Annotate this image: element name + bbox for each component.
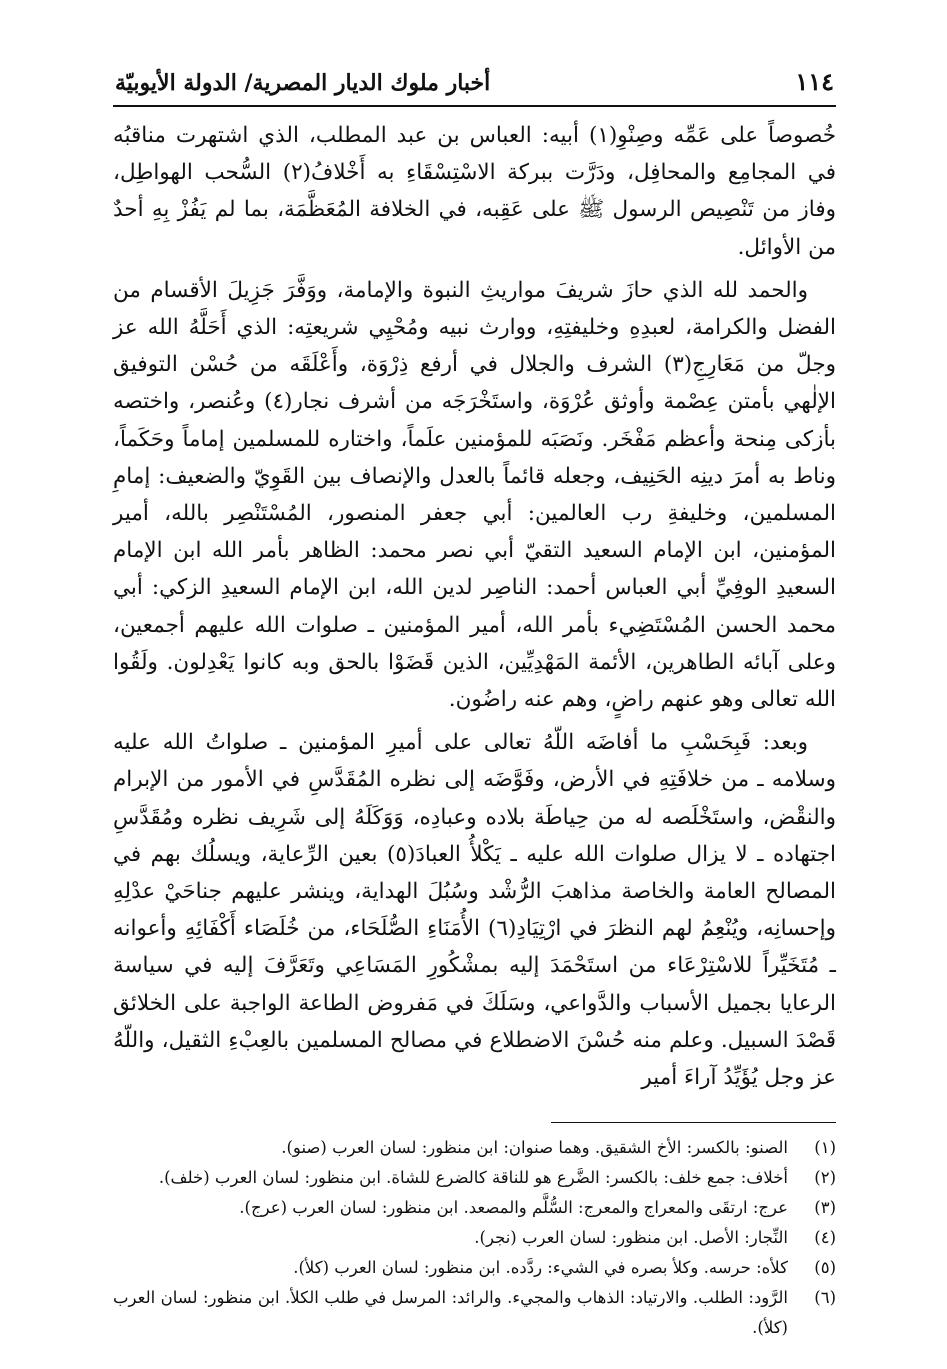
main-text — [113, 117, 836, 1096]
footnote-mark: (٢) — [814, 1168, 836, 1188]
footnote-text: الصنو: بالكسر: الأخ الشقيق. وهما صنوان: ابن منظور: لسان العرب (صنو). — [281, 1138, 788, 1158]
book-page — [113, 62, 836, 1343]
running-header — [113, 62, 836, 103]
paragraph-hamd: والحمد لله الذي حازَ شريفَ مواريثِ النبوة والإمامة، ووَفَّرَ جَزِيلَ الأقسام من الفضل والكرامة، لعبدِهِ وخليفتِهِ، ووارث نبيه ومُحْيِي شريعتِه: الذي أَحَلَّهُ الله عز وجلّ من مَعَارِجِ(٣) الشرف والجلال في أرفع ذِرْوَة، وأَعْلَقَه من حُسْن التوفيق الإلٰهي بأمتن عِصْمة وأوثق عُرْوَة، واستَخْرَجَه من أشرف نجار(٤) وعُنصر، واختصه بأزكى مِنحة وأعظم مَفْخَر. ونَصَبَه للمؤمنين علَماً، واختاره للمسلمين إماماً وحَكَماً، وناط به أمرَ دينِه الحَنِيف، وجعله قائماً بالعدل والإنصاف بين القَوِيّ والضعيف: إمامِ المسلمين، وخليفةِ رب العالمين: أبي جعفر المنصور، المُسْتَنْصِر بالله، أمير المؤمنين، ابن الإمام السعيد التقيّ أبي نصر محمد: الظاهر بأمر الله ابن الإمام السعيدِ الوفِيِّ أبي العباس أحمد: الناصِر لدين الله، ابن الإمام السعيدِ الزكي: أبي محمد الحسن المُسْتَضِيء بأمر الله، أمير المؤمنين ـ صلوات الله عليهم أجمعين، وعلى آبائه الطاهرين، الأئمة المَهْدِيِّين، الذين قَضَوْا بالحق وبه كانوا يَعْدِلون. ولَقُوا الله تعالى وهو عنهم راضٍ، وهم عنه راضُون. — [113, 277, 836, 713]
footnote-item — [113, 1163, 836, 1193]
footnote-item — [113, 1193, 836, 1223]
footnote-item — [113, 1133, 836, 1163]
running-title: أخبار ملوك الديار المصرية/ الدولة الأيوبيّة — [115, 70, 491, 96]
footnotes — [113, 1133, 836, 1343]
footnote-text: أخلاف: جمع خلف: بالكسر: الضَّرع هو للناقة كالضرع للشاة. ابن منظور: لسان العرب (خلف). — [158, 1168, 788, 1188]
paragraph-continuation: خُصوصاً على عَمِّه وصِنْوِ(١) أبيه: العباس بن عبد المطلب، الذي اشتهرت مناقبُه في المجامِع والمحافِل، ودَرَّت ببركة الاسْتِسْقَاءِ به أَخْلافُ(٢) السُّحب الهواطِل، وفاز من تَنْصِيص الرسول ﷺ على عَقِبه، في الخلافة المُعَظَّمَة، بما لم يَفُزْ بِهِ أحدٌ من الأوائل. — [113, 123, 836, 260]
footnote-text: عرج: ارتقَى والمعراج والمعرج: السُّلَّم والمصعد. ابن منظور: لسان العرب (عرج). — [239, 1198, 788, 1218]
footnote-text: الرَّود: الطلب. والارتياد: الذهاب والمجيء. والرائد: المرسل في طلب الكلأ. ابن منظور: لسان العرب (كلأ). — [113, 1288, 788, 1338]
footnote-item — [113, 1223, 836, 1253]
footnote-mark: (٦) — [814, 1288, 836, 1308]
footnote-item — [113, 1253, 836, 1283]
header-rule — [113, 105, 836, 107]
footnote-separator — [551, 1122, 836, 1123]
footnote-mark: (٥) — [814, 1258, 836, 1278]
page-number: ١١٤ — [795, 67, 834, 96]
footnote-text: النِّجار: الأصل. ابن منظور: لسان العرب (نجر). — [474, 1228, 788, 1248]
footnote-mark: (٤) — [814, 1228, 836, 1248]
footnote-mark: (٣) — [814, 1198, 836, 1218]
footnote-item — [113, 1283, 836, 1343]
footnote-mark: (١) — [814, 1138, 836, 1158]
footnote-text: كلأه: حرسه. وكلأ بصره في الشيء: ردَّده. ابن منظور: لسان العرب (كلأ). — [293, 1258, 788, 1278]
paragraph-wabaad: وبعد: فَبِحَسْبِ ما أفاضَه اللّهُ تعالى على أميرِ المؤمنين ـ صلواتُ الله عليه وسلامه ـ من خلافَتِهِ في الأرض، وفَوَّضَه إلى نظره المُقَدَّسِ في الأمور من الإبرام والنقْض، واستَخْلَصه له من حِياطَة بلاده وعبادِه، وَوَكَلَهُ إلى شَرِيف نظره ومُقَدَّسِ اجتهاده ـ لا يزال صلوات الله عليه ـ يَكْلأُ العبادَ(٥) بعين الرِّعاية، ويسلُك بهم في المصالح العامة والخاصة مذاهبَ الرُّشْد وسُبُلَ الهداية، وينشر عليهم جناحَيْ عدْلِهِ وإحسانِه، ويُنْعِمُ لهم النظرَ في ارْتِيَادِ(٦) الأُمَنَاءِ الصُّلَحَاء، من خُلَصَاء أَكْفَائِهِ وأعوانه ـ مُتَخَيِّراً للاسْتِرْعَاء من استَحْمَدَ إليه بمشْكُورِ المَسَاعِي وتَعَرَّفَ إليه في سياسة الرعايا بجميل الأسباب والدَّواعي، وسَلَكَ في مَفروض الطاعة الواجبة على الخلائق قَصْدَ السبيل. وعلم منه حُسْنَ الاضطلاع في مصالح المسلمين بالعِبْءِ الثقيل، واللّهُ عز وجل يُؤَيِّدُ آراءَ أمير — [113, 730, 837, 1091]
